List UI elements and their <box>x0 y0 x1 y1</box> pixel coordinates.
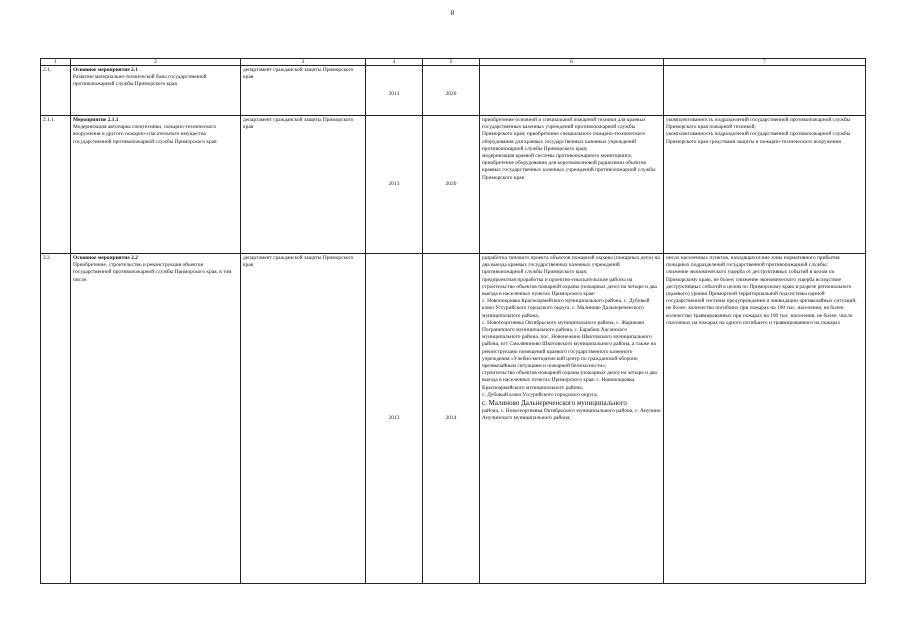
results-cell <box>664 254 866 584</box>
executor-cell: департамент гражданской защиты Приморского края <box>241 116 366 254</box>
start-year-cell <box>366 254 423 584</box>
activity-text: с. Дубовый ключ Уссурийского городского округа, <box>482 391 598 398</box>
column-number: 4 <box>366 59 423 66</box>
activity-text: района, с. Новогеоргиевка Октябрьского муниципального района, с. Анучино Анучинского муниципального района; <box>482 408 661 422</box>
row-description: Приобретение, строительство и реконструкция объектов государственной противопожарной службы Приморского края, в том числе: <box>73 262 232 283</box>
end-year-cell <box>423 116 480 254</box>
row-description: Модернизация автопарка спецтехники, пожарно-технического вооружения и другого пожарно-спасательного имущества государственной противопожарной службы Приморского края <box>73 124 217 145</box>
result-text: снижение экономического ущерба от деструктивных событий в целом по Приморскому краю, не более; снижение экономического ущерба вследствие деструктивных событий в целом по Приморскому краю в разрезе регионального (краевого) уровня Приморской территориальной подсистемы единой государственной системы предупреждения и ликвидации чрезвычайных ситуаций, не более; количество погибших при пожарах на 100 тыс. населения, не более; <box>666 269 857 312</box>
activity-text: предпроектная проработка и проектно-изыскательские работы на строительство объектов пожарной охраны (пожарных депо) на четыре и два выезда в населенных пунктах Приморского края: <box>482 276 657 298</box>
start-year-cell <box>366 66 423 116</box>
row-title: Основное мероприятие 2.1 <box>73 67 138 73</box>
executor-cell: департамент гражданской защиты Приморского края <box>241 254 366 584</box>
row-number: 2.1.1. <box>41 116 71 254</box>
activity-text: с. Новопокровка Красноармейского муниципального района, с. Дубовый ключ Уссурийского городского округа, с. Малиново Дальнереченского муниципального района, <box>482 298 650 319</box>
activities-cell <box>480 116 664 254</box>
activity-text: строительство объектов пожарной охраны (пожарных депо) на четыре и два выезда в населенных пунктах Приморского края: с. Новопокровка Красноармейского муниципального района, <box>482 370 657 391</box>
end-year: 2020 <box>445 90 457 97</box>
results-cell <box>664 116 866 254</box>
end-year-cell <box>423 254 480 584</box>
activities-cell <box>480 254 664 584</box>
row-description: Развитие материально-технической базы государственной противопожарной службы Приморского края <box>73 74 207 88</box>
start-year: 2013 <box>388 180 400 187</box>
column-number: 5 <box>423 59 480 66</box>
start-year: 2013 <box>388 414 400 421</box>
results-cell <box>664 66 866 116</box>
header-row <box>41 59 866 66</box>
activity-text: приобретение основной и специальной пожарной техники для краевых государственных казенных учреждений противопожарной службы Приморского края; приобретение специального пожарно-технического оборудования для краевых государственных казенных учреждений противопожарной службы Приморского края; <box>482 117 646 152</box>
table-row <box>41 254 866 584</box>
row-name-cell <box>71 66 241 116</box>
result-text: число населенных пунктов, находящихся вне зоны нормативного прибытия пожарных подразделений государственной противопожарной службы; <box>666 255 840 269</box>
activity-text-large: с. Малиново Дальнереченского муниципального <box>482 399 627 408</box>
executor-cell: департамент гражданской защиты Приморского края <box>241 66 366 116</box>
program-table <box>40 58 866 584</box>
column-number: 6 <box>480 59 664 66</box>
table-row <box>41 116 866 254</box>
activities-cell <box>480 66 664 116</box>
column-number: 1 <box>41 59 71 66</box>
start-year-cell <box>366 116 423 254</box>
column-number: 3 <box>241 59 366 66</box>
activity-text: модернизация краевой системы противопожарного мониторинга; приобретение оборудования для коротковолновой радиосвязи объектов краевых государственных казенных учреждений противопожарной службы Приморского края <box>482 153 656 181</box>
start-year: 2013 <box>388 90 400 97</box>
row-number: 2.2. <box>41 254 71 584</box>
result-text: количество травмированных при пожарах на 100 тыс. населения, не более; число спасенных на пожарах на одного погибшего и травмированного на пожарах <box>666 312 853 326</box>
column-number: 2 <box>71 59 241 66</box>
result-text: укомплектованность подразделений государственной противопожарной службы Приморского края пожарной техникой; <box>666 117 851 131</box>
result-text: укомплектованность подразделений государственной противопожарной службы Приморского края средствами защиты и пожарно-технического вооружения <box>666 131 851 145</box>
row-name-cell <box>71 116 241 254</box>
page-number: 8 <box>450 9 455 17</box>
end-year: 2014 <box>445 414 457 421</box>
end-year-cell <box>423 66 480 116</box>
end-year: 2020 <box>445 180 457 187</box>
activity-text: с. Новогеоргиевка Октябрьского муниципального района, с. Жариково Пограничного муниципального района, с. Барабаш Хасанского муниципального района, пос. Новонежино Шкотовского муниципального района, пгт Смоляниново Шкотовского муниципального района, а также на реконструкцию помещений краевого государственного казенного учреждения «Учебно-методический центр по гражданской обороне, чрезвычайным ситуациям и пожарной безопасности»; <box>482 319 656 370</box>
row-name-cell <box>71 254 241 584</box>
row-number: 2.1. <box>41 66 71 116</box>
row-title: Основное мероприятие 2.2 <box>73 255 138 261</box>
activity-text: разработка типового проекта объектов пожарной охраны (пожарных депо) на два выезда краевых государственных казенных учреждений противопожарной службы Приморского края; <box>482 255 660 276</box>
row-title: Мероприятие 2.1.1 <box>73 117 119 123</box>
table-row <box>41 66 866 116</box>
column-number: 7 <box>664 59 866 66</box>
